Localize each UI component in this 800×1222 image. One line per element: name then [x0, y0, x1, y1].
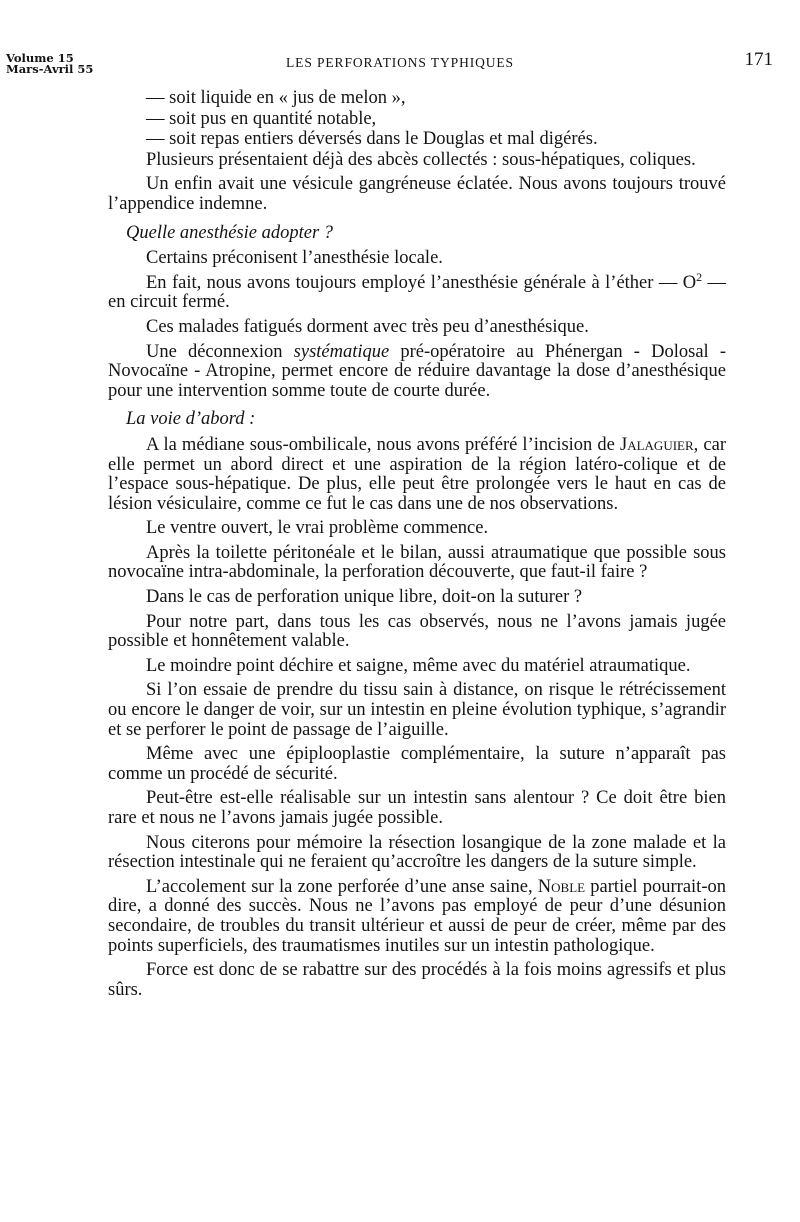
author-name: Noble — [537, 876, 586, 897]
text-run: — en circuit fermé. — [108, 272, 727, 313]
paragraph: Un enfin avait une vésicule gangréneuse éclatée. Nous avons toujours trouvé l’appendice indemne. — [108, 174, 726, 214]
paragraph — [108, 878, 726, 956]
volume-number: Volume 15 — [6, 51, 74, 65]
paragraph: Plusieurs présentaient déjà des abcès collectés : sous-hépatiques, coliques. — [146, 149, 696, 170]
paragraph: Après la toilette péritonéale et le bilan, aussi atraumatique que possible sous novocaïne intra-abdominale, la perforation découverte, que faut-il faire ? — [108, 542, 726, 583]
paragraph: — soit pus en quantité notable, — [146, 108, 377, 129]
paragraph: Nous citerons pour mémoire la résection losangique de la zone malade et la résection intestinale qui ne feraient qu’accroître les dangers de la suture simple. — [108, 832, 726, 873]
text-run: L’accolement sur la zone perforée d’une anse saine, — [146, 876, 538, 897]
page-number: 171 — [744, 49, 773, 70]
paragraph: — soit repas entiers déversés dans le Douglas et mal digérés. — [146, 129, 598, 150]
paragraph — [108, 436, 726, 514]
paragraph — [108, 269, 727, 313]
paragraph: Certains préconisent l’anesthésie locale. — [146, 248, 443, 269]
issue-date: Mars-Avril 55 — [6, 62, 94, 76]
running-title: LES PERFORATIONS TYPHIQUES — [286, 55, 514, 70]
text-run: En fait, nous avons toujours employé l’anesthésie générale à l’éther — O — [146, 272, 697, 293]
paragraph: Pour notre part, dans tous les cas observés, nous ne l’avons jamais jugée possible et honnêtement valable. — [108, 611, 726, 652]
paragraph: — soit liquide en « jus de melon », — [146, 88, 406, 108]
author-name: Jalaguier — [620, 434, 694, 455]
paragraph: Le ventre ouvert, le vrai problème commence. — [146, 518, 489, 539]
text-run: Une déconnexion — [146, 341, 294, 362]
paragraph: Peut-être est-elle réalisable sur un intestin sans alentour ? Ce doit être bien rare et nous ne l’avons jamais jugée possible. — [108, 788, 726, 828]
article-body — [108, 89, 726, 1005]
text-run: pré-opératoire au Phénergan - Dolosal - Novocaïne - Atropine, permet encore de réduire davantage la dose d’anesthésique pour une intervention somme toute de courte durée. — [108, 341, 726, 401]
paragraph: Force est donc de se rabattre sur des procédés à la fois moins agressifs et plus sûrs. — [108, 960, 726, 1000]
paragraph: Le moindre point déchire et saigne, même avec du matériel atraumatique. — [146, 655, 691, 676]
text-run: , car elle permet un abord direct et une aspiration de la région latéro-colique et de l’espace sous-hépatique. De plus, elle peut être prolongée vers le haut en cas de lésion vésiculaire, comme ce fut le cas dans une de nos observations. — [108, 434, 726, 514]
section-heading-approach: La voie d’abord : — [126, 409, 256, 430]
text-run: partiel pourrait-on dire, a donné des succès. Nous ne l’avons pas employé de peur d’une désunion secondaire, de troubles du transit ultérieur et aussi de peur de créer, même par des points superficiels, des traumatismes inutiles sur un intestin pathologique. — [108, 876, 726, 956]
section-heading-anesthesia: Quelle anesthésie adopter ? — [126, 222, 334, 243]
text-run: A la médiane sous-ombilicale, nous avons préféré l’incision de — [146, 434, 621, 455]
paragraph: Si l’on essaie de prendre du tissu sain à distance, on risque le rétrécissement ou encore le danger de voir, sur un intestin en pleine évolution typhique, s’agrandir et se perforer le point de passage de l’aiguille. — [108, 680, 726, 740]
paragraph: Ces malades fatigués dorment avec très peu d’anesthésique. — [146, 316, 589, 337]
emphasis: systématique — [293, 341, 390, 362]
superscript: 2 — [696, 269, 703, 284]
paragraph: Même avec une épiplooplastie complémentaire, la suture n’apparaît pas comme un procédé de sécurité. — [108, 744, 726, 784]
paragraph — [108, 343, 726, 402]
paragraph: Dans le cas de perforation unique libre, doit-on la suturer ? — [146, 587, 583, 608]
